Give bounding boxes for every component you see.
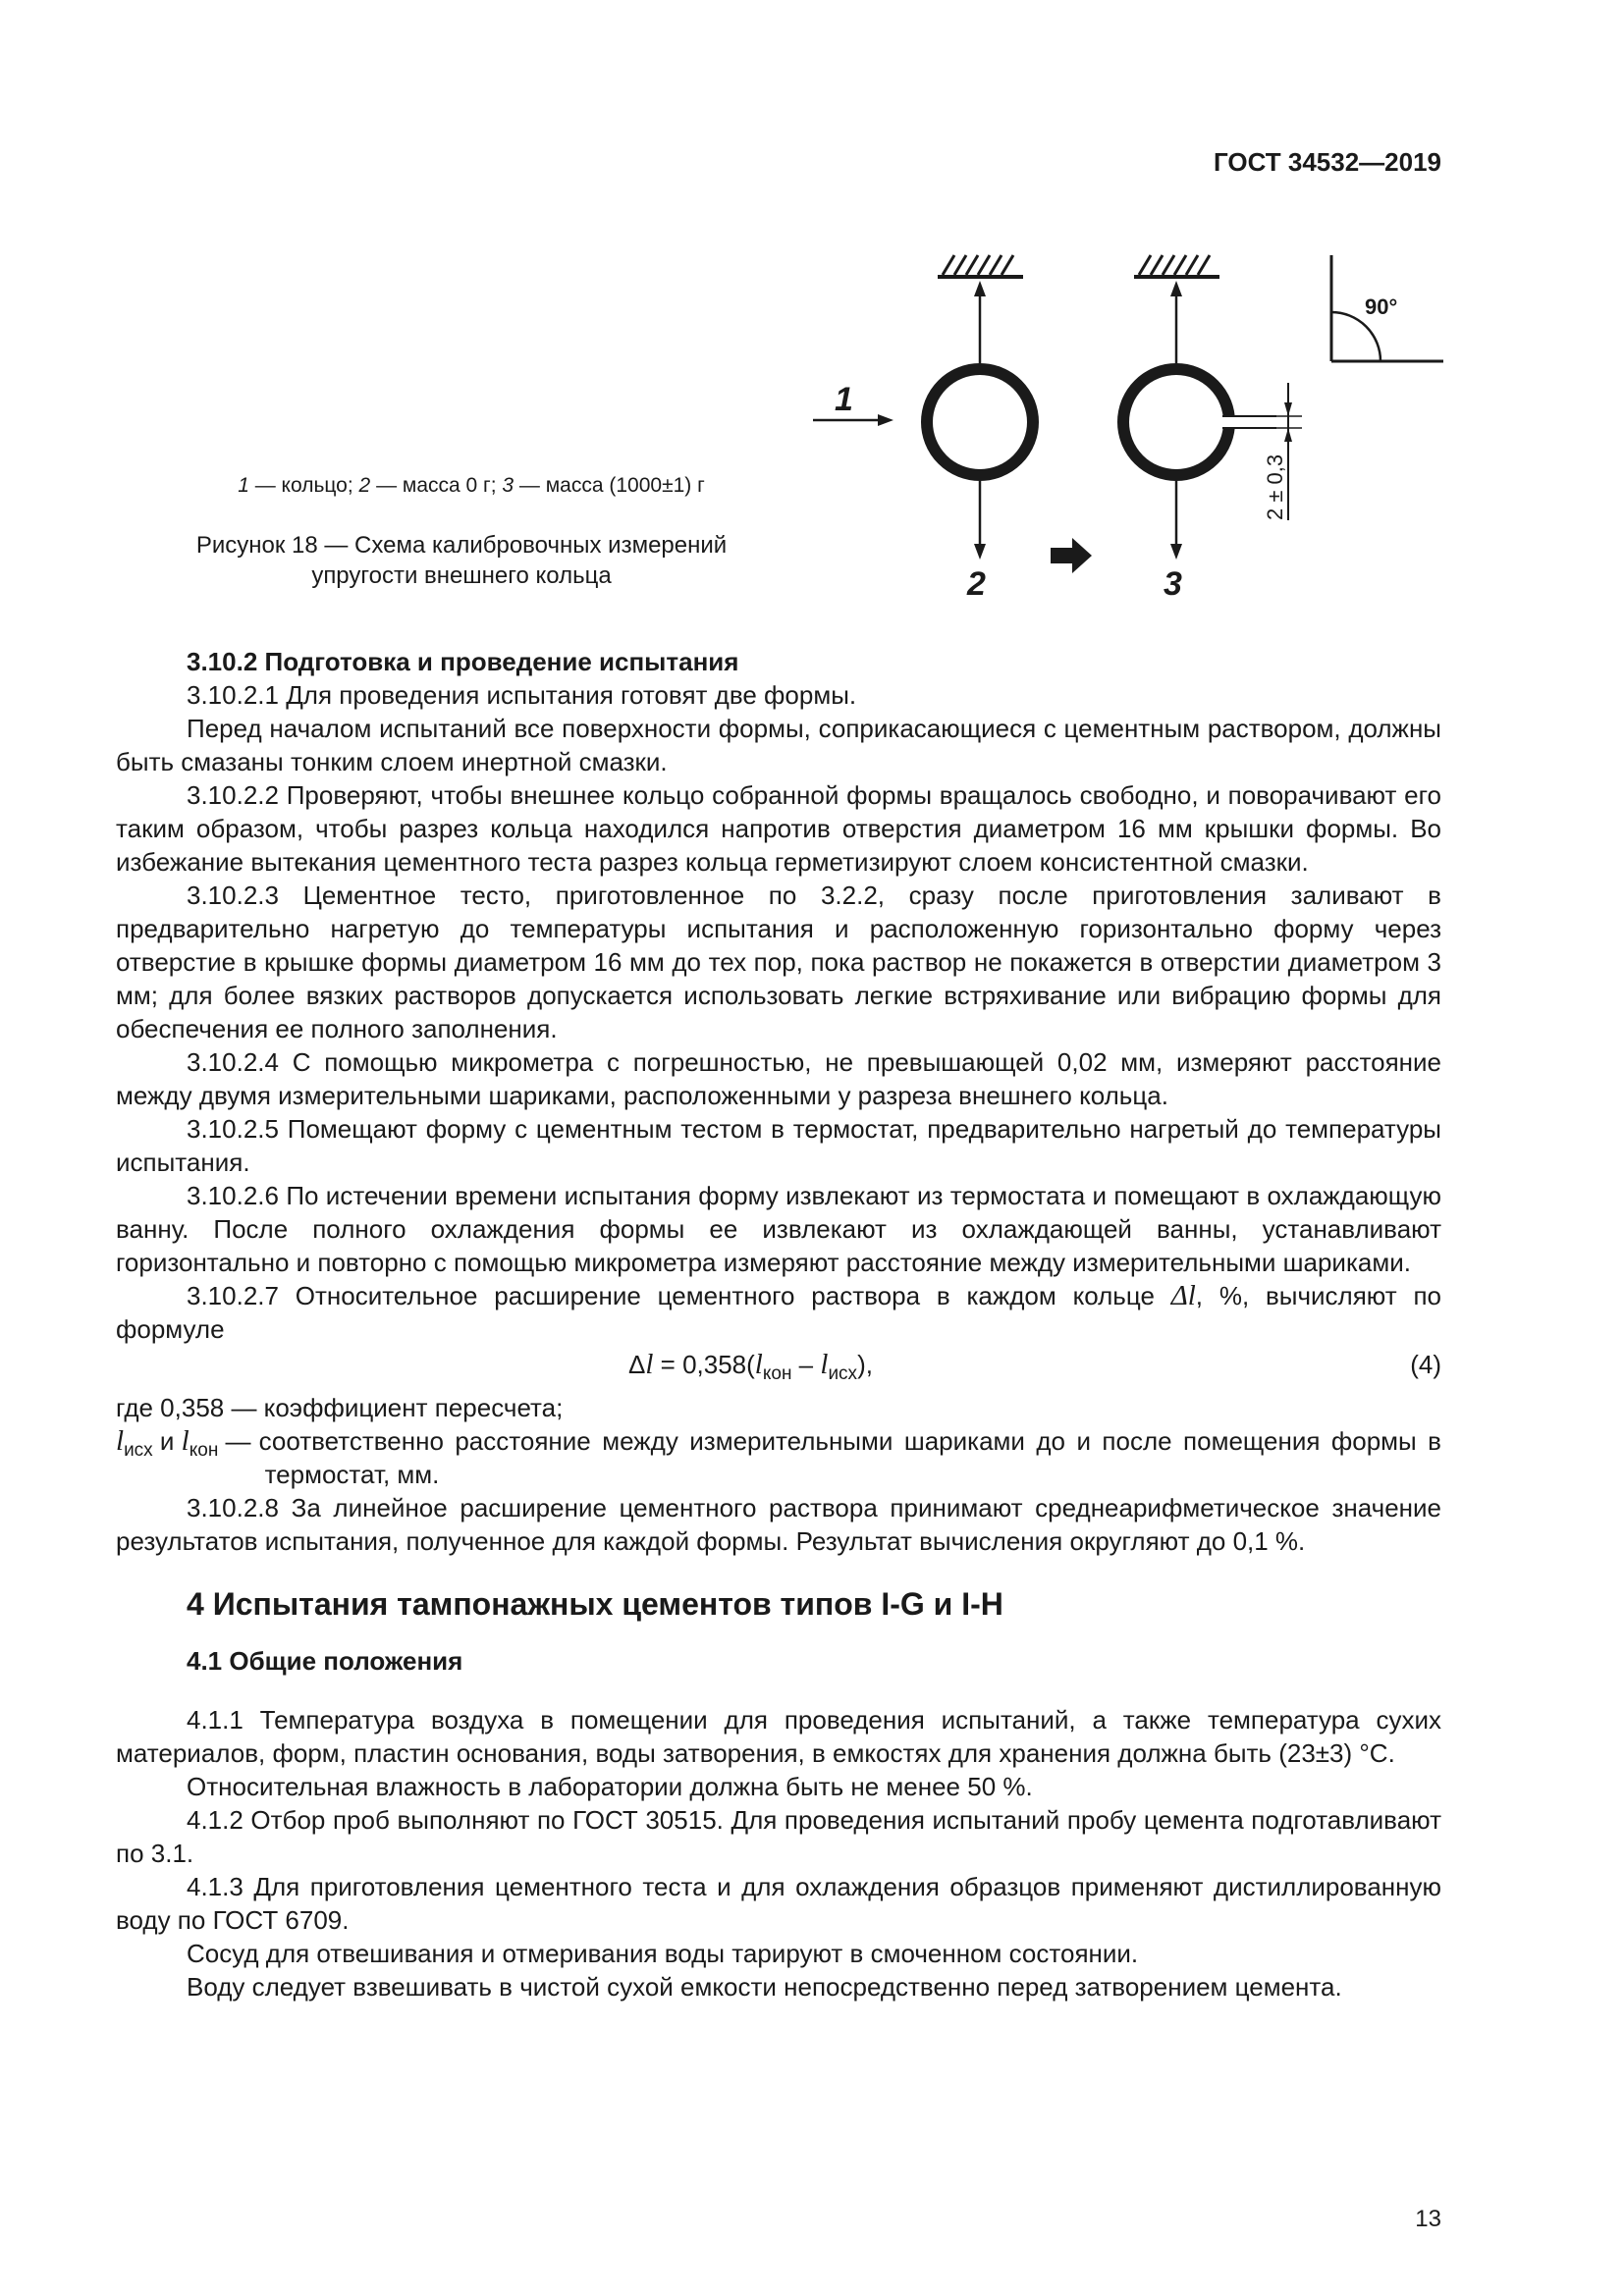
arrow-down-icon	[1170, 544, 1182, 560]
figure-caption: Рисунок 18 — Схема калибровочных измерений упругости внешнего кольца	[195, 532, 728, 589]
paragraph: 3.10.2.4 С помощью микрометра с погрешностью, не превышающей 0,02 мм, измеряют расстояние между двумя измерительными шариками, расположенными у разреза внешнего кольца.	[116, 1047, 1441, 1110]
figure-18-diagram	[785, 236, 1473, 618]
angle-label: 90°	[1365, 294, 1398, 319]
formula-number: (4)	[1410, 1350, 1441, 1379]
paragraph: 3.10.2.2 Проверяют, чтобы внешнее кольцо собранной формы вращалось свободно, и поворачивают его таким образом, чтобы разрез кольца находился напротив отверстия диаметром 16 мм крышки формы. Во избежание вытекания цементного теста разрез кольца герметизируют слоем консистентной смазки.	[116, 780, 1441, 877]
standard-code: ГОСТ 34532—2019	[1214, 147, 1441, 177]
formula-4	[116, 1348, 1441, 1387]
paragraph: 3.10.2.6 По истечении времени испытания форму извлекают из термостата и помещают в охлаждающую ванну. После полного охлаждения формы ее извлекают из охлаждающей ванны, устанавливают горизонтально и повторно с помощью микрометра измеряют расстояние между измерительными шариками.	[116, 1181, 1441, 1277]
main-text	[116, 645, 1441, 2003]
arrow-up-icon	[1170, 281, 1182, 296]
hatched-support-icon	[938, 255, 1023, 277]
paragraph: 3.10.2.5 Помещают форму с цементным тестом в термостат, предварительно нагретый до температуры испытания.	[116, 1114, 1441, 1177]
split-ring-icon	[1123, 369, 1229, 475]
where-clause: $l_{исх}$ и $l_{кон}$ — соответственно расстояние между измерительными шариками до и после помещения формы в термостат, мм.	[116, 1425, 1441, 1489]
gap-dimension	[1263, 383, 1302, 520]
arrow-right-icon	[878, 414, 893, 426]
gap-dimension-label: 2 ± 0,3	[1263, 454, 1287, 520]
section-heading-4: 4 Испытания тампонажных цементов типов I-G и I-H	[187, 1586, 1003, 1622]
arrow-down-icon	[974, 544, 986, 560]
ring-icon	[927, 369, 1033, 475]
formula-expression: $\Delta l = 0,358(l_{кон} - l_{исх})$,	[628, 1349, 873, 1384]
paragraph: 3.10.2.8 За линейное расширение цементного раствора принимают среднеарифметическое значение результатов испытания, полученное для каждой формы. Результат вычисления округляют до 0,1 %.	[116, 1493, 1441, 1556]
paragraph: 3.10.2.1 Для проведения испытания готовят две формы.	[187, 680, 857, 710]
paragraph-3-10-2-7: 3.10.2.7 Относительное расширение цементного раствора в каждом кольце Δl, %, вычисляют по формуле	[116, 1280, 1441, 1344]
where-clause: где 0,358 — коэффициент пересчета;	[116, 1393, 564, 1422]
paragraph: Перед началом испытаний все поверхности формы, соприкасающиеся с цементным раствором, должны быть смазаны тонким слоем инертной смазки.	[116, 714, 1441, 776]
paragraph: 4.1.2 Отбор проб выполняют по ГОСТ 30515. Для проведения испытаний пробу цемента подготавливают по 3.1.	[116, 1805, 1441, 1868]
figure-label-2: 2	[967, 565, 986, 603]
section-heading-4-1: 4.1 Общие положения	[187, 1646, 463, 1676]
arrow-up-icon	[974, 281, 986, 296]
paragraph: 3.10.2.3 Цементное тесто, приготовленное по 3.2.2, сразу после приготовления заливают в предварительно нагретую до температуры испытания и расположенную горизонтально форму через отверстие в крышке формы диаметром 16 мм до тех пор, пока раствор не покажется в отверстии диаметром 3 мм; для более вязких растворов допускается использовать легкие встряхивание или вибрацию формы для обеспечения ее полного заполнения.	[116, 881, 1441, 1043]
paragraph: Относительная влажность в лаборатории должна быть не менее 50 %.	[187, 1772, 1033, 1801]
figure-legend: 1 — кольцо; 2 — масса 0 г; 3 — масса (1000±1) г	[238, 474, 705, 497]
hatched-support-icon	[1134, 255, 1219, 277]
page-number: 13	[1415, 2206, 1441, 2232]
figure-label-3: 3	[1164, 565, 1182, 603]
paragraph: 4.1.3 Для приготовления цементного теста и для охлаждения образцов применяют дистиллированную воду по ГОСТ 6709.	[116, 1872, 1441, 1935]
paragraph: 4.1.1 Температура воздуха в помещении для проведения испытаний, а также температура сухих материалов, форм, пластин основания, воды затворения, в емкостях для хранения должна быть (23±3) °С.	[116, 1705, 1441, 1768]
paragraph: Воду следует взвешивать в чистой сухой емкости непосредственно перед затворением цемента.	[187, 1972, 1342, 2002]
paragraph: Сосуд для отвешивания и отмеривания воды тарируют в смоченном состоянии.	[187, 1939, 1139, 1968]
transition-arrow-icon	[1051, 538, 1092, 573]
right-angle-icon	[1331, 255, 1443, 361]
section-heading-3-10-2: 3.10.2 Подготовка и проведение испытания	[187, 647, 739, 676]
figure-label-1: 1	[835, 381, 853, 418]
